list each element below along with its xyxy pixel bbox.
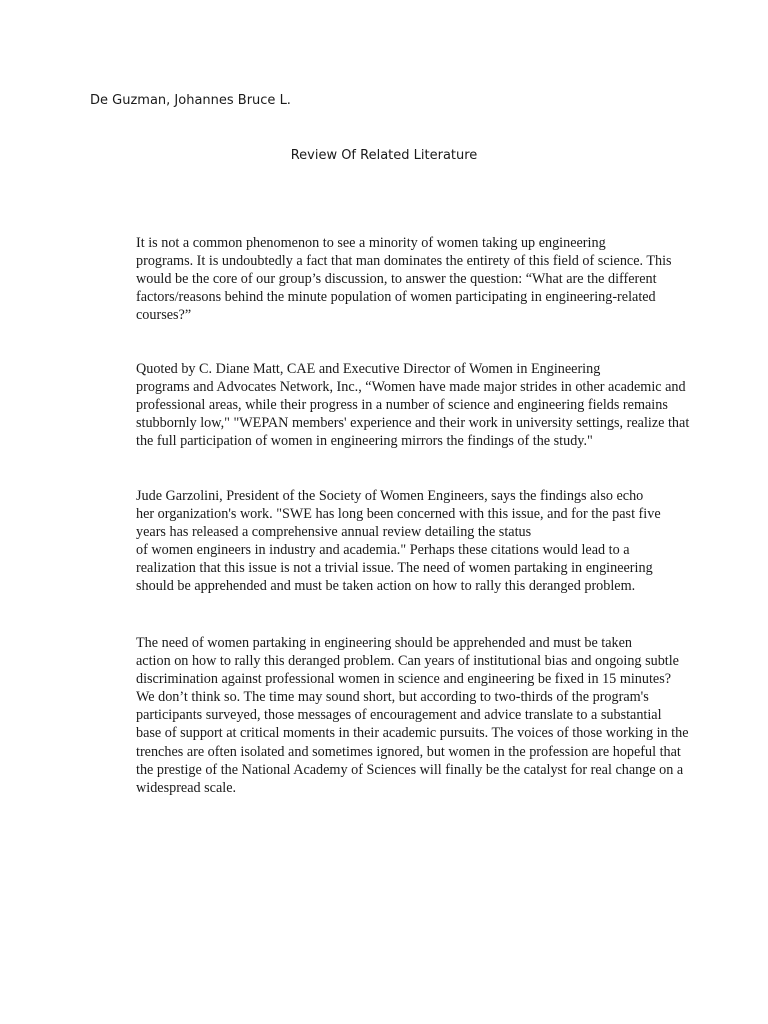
paragraph-line: stubbornly low," "WEPAN members' experience and their work in university settings, realize that [136, 415, 690, 432]
paragraph-line: widespread scale. [136, 779, 237, 796]
paragraph [90, 360, 690, 450]
paragraph-line: years has released a comprehensive annual review detailing the status [136, 524, 532, 541]
paragraph [90, 234, 690, 324]
paragraph-line: trenches are often isolated and sometimes ignored, but women in the profession are hopeful that [136, 743, 681, 760]
paragraph-line: courses?” [136, 307, 192, 324]
paragraph-line: would be the core of our group’s discussion, to answer the question: “What are the different [136, 271, 657, 288]
paragraph-line: the prestige of the National Academy of Sciences will finally be the catalyst for real change on a [136, 761, 684, 778]
paragraph-line: programs and Advocates Network, Inc., “Women have made major strides in other academic and [136, 379, 686, 396]
paragraph-line: We don’t think so. The time may sound short, but according to two-thirds of the program's [136, 689, 649, 706]
paragraph-line: base of support at critical moments in their academic pursuits. The voices of those working in the [136, 725, 689, 742]
paragraph [90, 487, 690, 596]
paragraph-line: the full participation of women in engineering mirrors the findings of the study." [136, 433, 593, 450]
paragraph-line: of women engineers in industry and academia." Perhaps these citations would lead to a [136, 542, 630, 559]
paragraph-line: discrimination against professional women in science and engineering be fixed in 15 minutes? [136, 671, 672, 688]
paragraph-line: Quoted by C. Diane Matt, CAE and Executive Director of Women in Engineering [136, 361, 601, 377]
paragraph-line: her organization's work. "SWE has long been concerned with this issue, and for the past five [136, 506, 661, 523]
author-name: De Guzman, Johannes Bruce L. [90, 93, 291, 108]
paragraph-line: action on how to rally this deranged problem. Can years of institutional bias and ongoing subtle [136, 653, 679, 670]
paragraph [90, 634, 690, 797]
document-title: Review Of Related Literature [290, 148, 478, 163]
paragraph-line: realization that this issue is not a trivial issue. The need of women partaking in engineering [136, 560, 653, 577]
paragraph-line: should be apprehended and must be taken action on how to rally this deranged problem. [136, 578, 636, 595]
paragraph-line: factors/reasons behind the minute population of women participating in engineering-related [136, 289, 656, 306]
paragraph-line: participants surveyed, those messages of encouragement and advice translate to a substantial [136, 707, 662, 724]
paragraph-line: The need of women partaking in engineering should be apprehended and must be taken [136, 635, 633, 651]
paragraph-line: programs. It is undoubtedly a fact that man dominates the entirety of this field of science. This [136, 253, 672, 270]
paragraph-line: Jude Garzolini, President of the Society of Women Engineers, says the findings also echo [136, 488, 644, 504]
paragraph-line: It is not a common phenomenon to see a minority of women taking up engineering [136, 235, 606, 251]
paragraph-line: professional areas, while their progress in a number of science and engineering fields remains [136, 397, 668, 414]
